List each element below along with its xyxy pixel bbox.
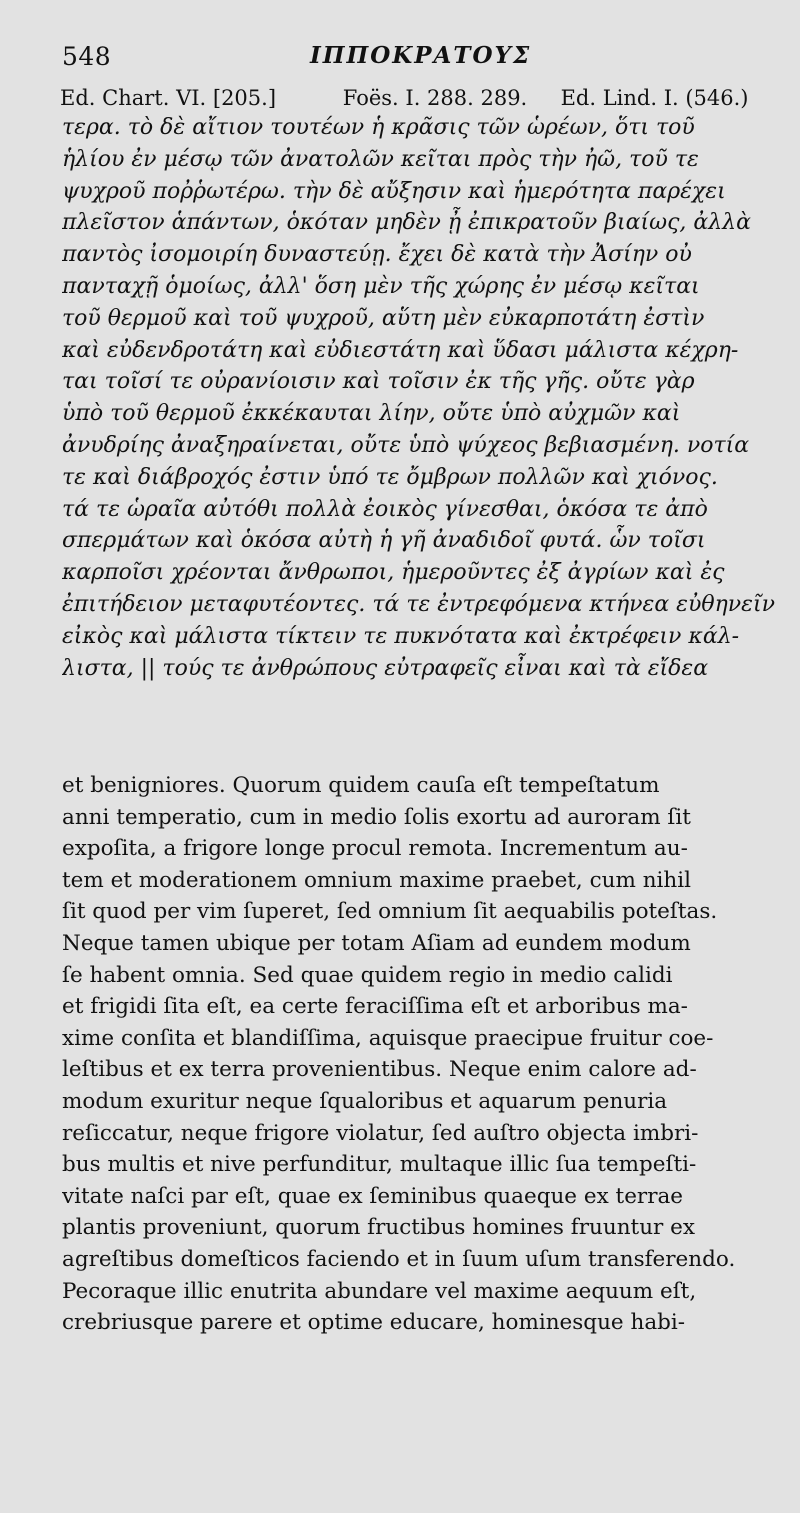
greek-line: σπερμάτων καὶ ὁκόσα αὐτὴ ἡ γῆ ἀναδιδοῖ φυτά. ὧν τοῖσι bbox=[62, 528, 706, 554]
latin-line: et frigidi ſita eſt, ea certe feraciſſima eſt et arboribus ma- bbox=[62, 994, 688, 1020]
greek-line: καὶ εὐδενδροτάτη καὶ εὐδιεστάτη καὶ ὕδασι μάλιστα κέχρη- bbox=[62, 337, 739, 363]
greek-line: πανταχῇ ὁμοίως, ἀλλ' ὅση μὲν τῆς χώρης ἐν μέσῳ κεῖται bbox=[62, 273, 700, 299]
greek-line: ψυχροῦ ποῤῥωτέρω. τὴν δὲ αὔξησιν καὶ ἡμερότητα παρέχει bbox=[62, 178, 726, 204]
latin-line: anni temperatio, cum in medio ſolis exortu ad auroram ſit bbox=[62, 804, 691, 830]
latin-line: xime conſita et blandiſſima, aquisque praecipue fruitur coe- bbox=[62, 1025, 714, 1051]
greek-line: παντὸς ἰσομοιρίη δυναστεύῃ. ἔχει δὲ κατὰ τὴν Ἀσίην οὐ bbox=[62, 242, 692, 268]
greek-line: ται τοῖσί τε οὐρανίοισιν καὶ τοῖσιν ἐκ τῆς γῆς. οὔτε γὰρ bbox=[62, 369, 695, 395]
latin-line: plantis proveniunt, quorum fructibus homines fruuntur ex bbox=[62, 1215, 696, 1241]
greek-line: τά τε ὡραῖα αὐτόθι πολλὰ ἐοικὸς γίνεσθαι, ὁκόσα τε ἀπὸ bbox=[62, 496, 708, 522]
latin-line: tem et moderationem omnium maxime praebet, cum nihil bbox=[62, 867, 692, 893]
latin-line: modum exuritur neque ſqualoribus et aquarum penuria bbox=[62, 1088, 668, 1114]
latin-line: crebriusque parere et optime educare, hominesque habi- bbox=[62, 1310, 686, 1336]
latin-line: Neque tamen ubique per totam Aſiam ad eundem modum bbox=[62, 930, 691, 956]
latin-line: ſe habent omnia. Sed quae quidem regio in medio calidi bbox=[62, 962, 673, 988]
latin-line: bus multis et nive perfunditur, multaque illic ſua tempeſti- bbox=[62, 1152, 697, 1178]
greek-line: ἀνυδρίης ἀναξηραίνεται, οὔτε ὑπὸ ψύχεος βεβιασμένη. νοτία bbox=[62, 432, 750, 458]
greek-line: λιστα, || τούς τε ἀνθρώπους εὐτραφεῖς εἶναι καὶ τὰ εἴδεα bbox=[62, 655, 709, 681]
greek-line: τερα. τὸ δὲ αἴτιον τουτέων ἡ κρᾶσις τῶν ὡρέων, ὅτι τοῦ bbox=[62, 115, 695, 140]
greek-line: πλεῖστον ἁπάντων, ὁκόταν μηδὲν ᾖ ἐπικρατοῦν βιαίως, ἀλλὰ bbox=[62, 210, 751, 236]
latin-line: expoſita, a frigore longe procul remota. Incrementum au- bbox=[62, 836, 688, 862]
greek-line: ἐπιτήδειον μεταφυτέοντες. τά τε ἐντρεφόμενα κτήνεα εὐθηνεῖν bbox=[62, 591, 775, 617]
greek-line: καρποῖσι χρέονται ἄνθρωποι, ἡμεροῦντες ἐξ ἀγρίων καὶ ἐς bbox=[62, 560, 725, 586]
latin-line: vitate naſci par eſt, quae ex ſeminibus quaeque ex terrae bbox=[62, 1183, 684, 1209]
greek-line: εἰκὸς καὶ μάλιστα τίκτειν τε πυκνότατα καὶ ἐκτρέφειν κάλ- bbox=[62, 623, 740, 649]
latin-line: ſit quod per vim ſuperet, ſed omnium ſit aequabilis poteſtas. bbox=[62, 899, 718, 925]
latin-line: et benigniores. Quorum quidem cauſa eſt tempeſtatum bbox=[62, 773, 660, 798]
latin-line: agreſtibus domeſticos faciendo et in ſuum uſum transferendo. bbox=[62, 1246, 736, 1272]
greek-line: ἡλίου ἐν μέσῳ τῶν ἀνατολῶν κεῖται πρὸς τὴν ἠῶ, τοῦ τε bbox=[62, 146, 699, 172]
page-header bbox=[52, 38, 772, 74]
latin-line: reſiccatur, neque frigore violatur, ſed auſtro objecta imbri- bbox=[62, 1120, 699, 1146]
latin-line: Pecoraque illic enutrita abundare vel maxime aequum eſt, bbox=[62, 1278, 697, 1304]
edition-references: Ed. Chart. VI. [205.] Foës. I. 288. 289. Ed. Lind. I. (546.) bbox=[60, 86, 749, 110]
greek-line: τε καὶ διάβροχός ἐστιν ὑπό τε ὄμβρων πολλῶν καὶ χιόνος. bbox=[62, 464, 718, 490]
greek-text-block bbox=[62, 112, 782, 684]
latin-text-block bbox=[62, 770, 782, 1339]
greek-line: τοῦ θερμοῦ καὶ τοῦ ψυχροῦ, αὕτη μὲν εὐκαρποτάτη ἐστὶν bbox=[62, 305, 705, 331]
latin-line: leſtibus et ex terra provenientibus. Neque enim calore ad- bbox=[62, 1057, 697, 1083]
page-number: 548 bbox=[62, 42, 112, 71]
running-title: ΙΠΠΟΚΡΑΤΟΥΣ bbox=[310, 42, 532, 69]
greek-line: ὑπὸ τοῦ θερμοῦ ἐκκέκαυται λίην, οὔτε ὑπὸ αὐχμῶν καὶ bbox=[62, 401, 681, 427]
